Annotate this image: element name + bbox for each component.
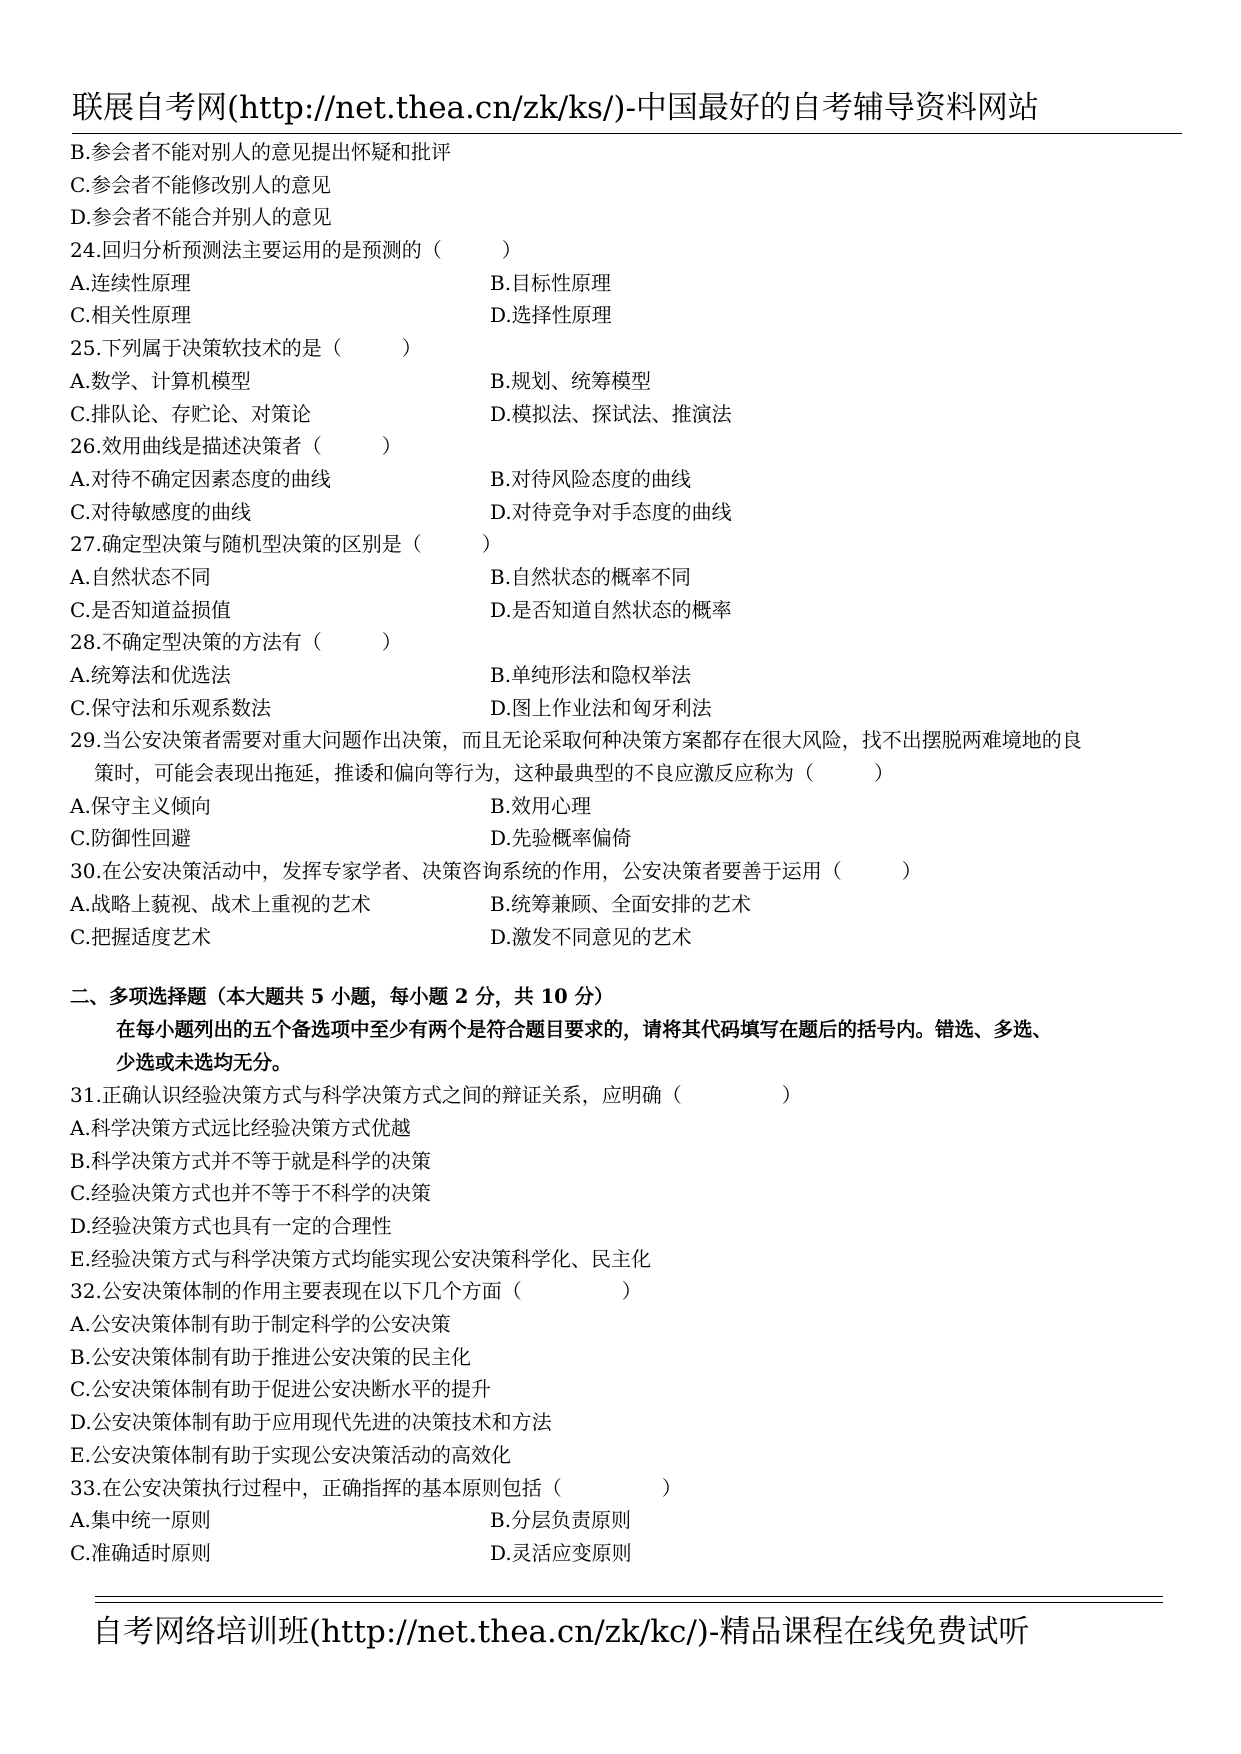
option-row — [70, 561, 1185, 594]
header-rule — [72, 133, 1182, 134]
question-stem: 28.不确定型决策的方法有（ ） — [70, 630, 402, 655]
question-stem: 26.效用曲线是描述决策者（ ） — [70, 434, 402, 459]
option-d: D.选择性原理 — [490, 303, 612, 328]
option-b: B.自然状态的概率不同 — [490, 564, 692, 589]
option-d: D.经验决策方式也具有一定的合理性 — [70, 1214, 392, 1238]
option-b: B.对待风险态度的曲线 — [490, 466, 692, 491]
option-a: A.集中统一原则 — [70, 1508, 211, 1533]
question-stem: 30.在公安决策活动中，发挥专家学者、决策咨询系统的作用，公安决策者要善于运用（ ） — [70, 859, 922, 884]
option-b: B.统筹兼顾、全面安排的艺术 — [490, 891, 752, 916]
option-a: A.保守主义倾向 — [70, 793, 211, 818]
question-stem-continued: 策时，可能会表现出拖延，推诿和偏向等行为，这种最典型的不良应激反应称为（ ） — [94, 761, 894, 786]
question-stem: 27.确定型决策与随机型决策的区别是（ ） — [70, 532, 502, 557]
question-stem: 31.正确认识经验决策方式与科学决策方式之间的辩证关系，应明确（ ） — [70, 1083, 802, 1108]
option-row — [70, 1537, 1185, 1570]
question-stem: 24.回归分析预测法主要运用的是预测的（ ） — [70, 238, 522, 263]
option-row — [70, 692, 1185, 725]
option-c: C.排队论、存贮论、对策论 — [70, 401, 311, 426]
option-row — [70, 398, 1185, 431]
option-row — [70, 1504, 1185, 1537]
option-a: A.统筹法和优选法 — [70, 663, 231, 687]
option-row — [70, 496, 1185, 529]
option-line: B.参会者不能对别人的意见提出怀疑和批评 — [70, 140, 452, 164]
option-d: D.对待竞争对手态度的曲线 — [490, 499, 732, 524]
page-content — [70, 136, 1185, 1570]
option-d: D.模拟法、探试法、推演法 — [490, 401, 732, 426]
question-stem: 29.当公安决策者需要对重大问题作出决策，而且无论采取何种决策方案都存在很大风险，找不出摆脱两难境地的良 — [70, 728, 1082, 753]
option-b: B.分层负责原则 — [490, 1508, 632, 1533]
option-c: C.准确适时原则 — [70, 1540, 211, 1565]
option-e: E.经验决策方式与科学决策方式均能实现公安决策科学化、民主化 — [70, 1246, 651, 1271]
option-row — [70, 463, 1185, 496]
option-d: D.激发不同意见的艺术 — [490, 924, 692, 949]
option-b: B.单纯形法和隐权举法 — [490, 663, 692, 687]
option-c: C.把握适度艺术 — [70, 924, 211, 949]
page-header: 联展自考网(http://net.thea.cn/zk/ks/)-中国最好的自考辅导资料网站 — [72, 90, 1039, 126]
option-d: D.公安决策体制有助于应用现代先进的决策技术和方法 — [70, 1410, 552, 1435]
option-b: B.公安决策体制有助于推进公安决策的民主化 — [70, 1344, 472, 1369]
option-a: A.数学、计算机模型 — [70, 368, 251, 393]
option-a: A.连续性原理 — [70, 270, 191, 295]
option-c: C.保守法和乐观系数法 — [70, 695, 271, 720]
option-row — [70, 365, 1185, 398]
option-b: B.效用心理 — [490, 793, 592, 818]
option-row — [70, 594, 1185, 627]
option-d: D.是否知道自然状态的概率 — [490, 597, 732, 622]
section-instructions: 在每小题列出的五个备选项中至少有两个是符合题目要求的，请将其代码填写在题后的括号内。错选、多选、 — [116, 1017, 1053, 1041]
question-stem: 25.下列属于决策软技术的是（ ） — [70, 336, 422, 361]
option-c: C.公安决策体制有助于促进公安决断水平的提升 — [70, 1377, 491, 1402]
section-instructions-continued: 少选或未选均无分。 — [116, 1050, 292, 1074]
question-stem: 33.在公安决策执行过程中，正确指挥的基本原则包括（ ） — [70, 1475, 682, 1500]
option-line: C.参会者不能修改别人的意见 — [70, 172, 331, 197]
option-row — [70, 790, 1185, 823]
option-d: D.先验概率偏倚 — [490, 826, 632, 851]
option-d: D.图上作业法和匈牙利法 — [490, 695, 712, 720]
option-c: C.经验决策方式也并不等于不科学的决策 — [70, 1181, 431, 1206]
option-e: E.公安决策体制有助于实现公安决策活动的高效化 — [70, 1442, 511, 1467]
option-a: A.科学决策方式远比经验决策方式优越 — [70, 1115, 411, 1140]
option-row — [70, 822, 1185, 855]
page-footer: 自考网络培训班(http://net.thea.cn/zk/kc/)-精品课程在线免费试听 — [92, 1614, 1030, 1650]
option-b: B.科学决策方式并不等于就是科学的决策 — [70, 1148, 432, 1173]
option-d: D.灵活应变原则 — [490, 1540, 632, 1565]
section-title: 二、多项选择题（本大题共 5 小题，每小题 2 分，共 10 分） — [70, 985, 614, 1009]
option-c: C.是否知道益损值 — [70, 597, 231, 622]
option-a: A.自然状态不同 — [70, 564, 211, 589]
option-a: A.公安决策体制有助于制定科学的公安决策 — [70, 1312, 451, 1337]
option-row — [70, 921, 1185, 954]
option-c: C.对待敏感度的曲线 — [70, 499, 251, 524]
option-a: A.战略上藐视、战术上重视的艺术 — [70, 891, 371, 916]
footer-rule-top — [95, 1596, 1163, 1597]
option-b: B.规划、统筹模型 — [490, 368, 652, 393]
option-b: B.目标性原理 — [490, 270, 612, 295]
option-line: D.参会者不能合并别人的意见 — [70, 205, 332, 230]
option-row — [70, 299, 1185, 332]
option-a: A.对待不确定因素态度的曲线 — [70, 466, 331, 491]
option-row — [70, 659, 1185, 692]
option-row — [70, 888, 1185, 921]
option-c: C.防御性回避 — [70, 826, 191, 851]
option-row — [70, 267, 1185, 300]
question-stem: 32.公安决策体制的作用主要表现在以下几个方面（ ） — [70, 1279, 642, 1304]
footer-rule-bottom — [95, 1602, 1163, 1603]
section-gap — [70, 953, 1185, 981]
option-c: C.相关性原理 — [70, 303, 191, 328]
